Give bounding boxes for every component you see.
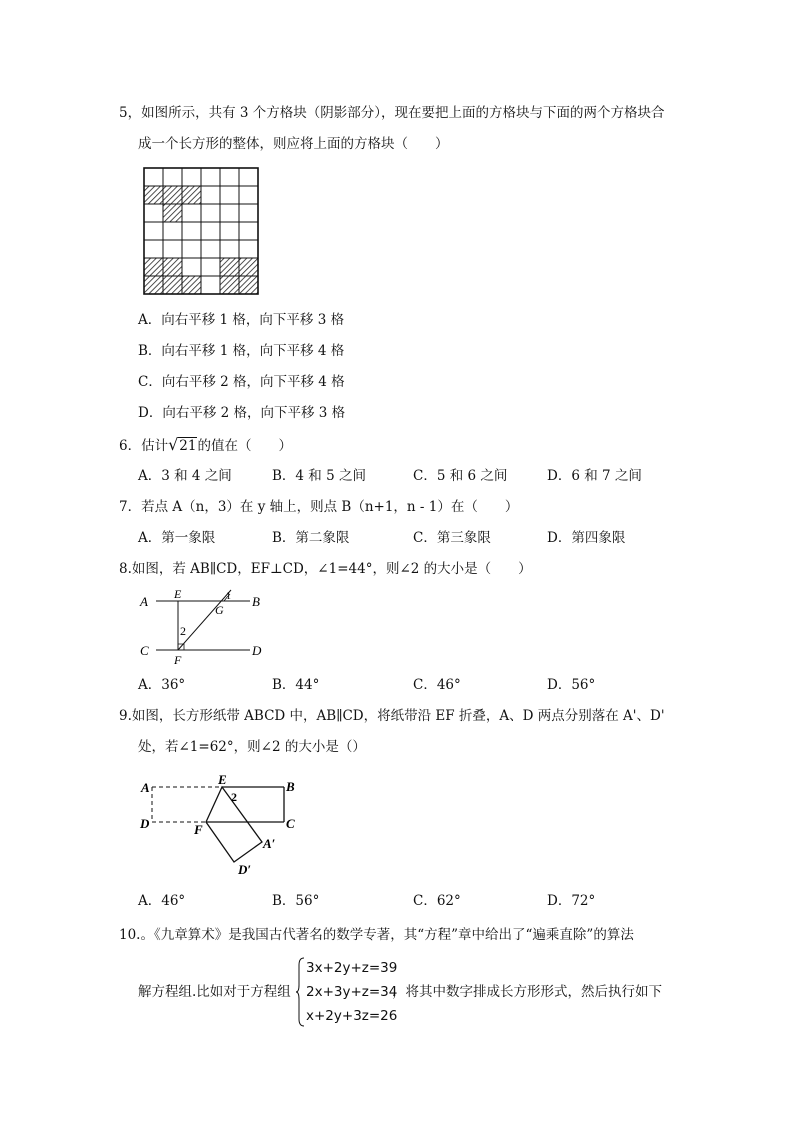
q7-option-d[interactable]: D．第四象限 xyxy=(547,530,626,546)
q9-label-f: F xyxy=(194,822,203,837)
q8-option-c[interactable]: C．46° xyxy=(413,677,461,693)
q9-line2: 处，若∠1=62°，则∠2 的大小是（） xyxy=(138,739,366,755)
q5-line2: 成一个长方形的整体，则应将上面的方格块（ ） xyxy=(138,136,449,152)
q6-stem xyxy=(119,436,292,455)
q9-option-c[interactable]: C．62° xyxy=(413,893,461,909)
q6-suffix: 的值在（ ） xyxy=(197,438,292,454)
q5-line1: 5，如图所示，共有 3 个方格块（阴影部分），现在要把上面的方格块与下面的两个方格块合 xyxy=(119,105,665,121)
equation-1: 3x+2y+z=39 xyxy=(306,960,398,976)
q9-label-2: 2 xyxy=(231,790,237,804)
equation-2: 2x+3y+z=34 xyxy=(306,984,398,1000)
q8-label-e: E xyxy=(174,587,182,601)
q9-line1: 9.如图，长方形纸带 ABCD 中，AB∥CD，将纸带沿 EF 折叠，A、D 两点分别落在 A'、D' xyxy=(119,708,665,724)
q5-option-b[interactable]: B．向右平移 1 格，向下平移 4 格 xyxy=(138,343,345,359)
q8-stem: 8.如图，若 AB∥CD，EF⊥CD，∠1=44°，则∠2 的大小是（ ） xyxy=(119,561,532,577)
q8-label-a: A xyxy=(140,594,148,609)
shaded-cell xyxy=(144,186,163,204)
q7-option-b[interactable]: B．第二象限 xyxy=(272,530,350,546)
q5-grid-figure xyxy=(144,168,258,294)
q9-label-d: D xyxy=(140,816,150,831)
shaded-cell xyxy=(163,258,182,276)
system-brace xyxy=(296,957,306,1027)
shaded-cell xyxy=(163,276,182,294)
q10-line1: 10.。《九章算术》是我国古代著名的数学专著，其“方程”章中给出了“遍乘直除”的算法 xyxy=(119,927,634,943)
q6-option-a[interactable]: A．3 和 4 之间 xyxy=(138,468,232,484)
q6-option-c[interactable]: C．5 和 6 之间 xyxy=(413,468,508,484)
q6-option-b[interactable]: B．4 和 5 之间 xyxy=(272,468,366,484)
shaded-cell xyxy=(163,186,182,204)
q8-option-a[interactable]: A．36° xyxy=(138,677,186,693)
q8-label-d: D xyxy=(252,643,262,658)
shaded-cell xyxy=(220,258,239,276)
shaded-cell xyxy=(144,258,163,276)
q9-option-a[interactable]: A．46° xyxy=(138,893,186,909)
q8-option-d[interactable]: D．56° xyxy=(547,677,596,693)
shaded-cell xyxy=(163,204,182,222)
equation-3: x+2y+3z=26 xyxy=(306,1008,398,1024)
q9-label-b: B xyxy=(286,779,295,794)
equation-system xyxy=(306,956,397,1028)
q5-option-d[interactable]: D．向右平移 2 格，向下平移 3 格 xyxy=(138,405,346,421)
q7-option-c[interactable]: C．第三象限 xyxy=(413,530,491,546)
q10-tail: ，将其中数字排成长方形形式，然后执行如下 xyxy=(392,984,662,1000)
shaded-cell xyxy=(239,258,258,276)
q8-label-f: F xyxy=(174,653,182,667)
shaded-cell xyxy=(239,276,258,294)
shaded-cell xyxy=(182,276,201,294)
q9-figure xyxy=(138,772,313,882)
q8-label-b: B xyxy=(252,594,260,609)
q9-option-d[interactable]: D．72° xyxy=(547,893,596,909)
q9-label-d-prime: D′ xyxy=(238,862,252,877)
q8-label-1: 1 xyxy=(226,591,231,602)
q9-label-e: E xyxy=(218,772,227,787)
q5-option-a[interactable]: A．向右平移 1 格，向下平移 3 格 xyxy=(138,312,345,328)
q9-option-b[interactable]: B．56° xyxy=(272,893,320,909)
q9-label-a-prime: A′ xyxy=(263,836,276,851)
q8-option-b[interactable]: B．44° xyxy=(272,677,320,693)
q8-label-g: G xyxy=(215,603,224,617)
q7-stem: 7．若点 A（n，3）在 y 轴上，则点 B（n+1，n - 1）在（ ） xyxy=(119,499,519,515)
shaded-cell xyxy=(182,186,201,204)
shaded-cell xyxy=(220,276,239,294)
sqrt-symbol: √21 xyxy=(168,435,197,454)
q8-label-c: C xyxy=(140,643,149,658)
q6-option-d[interactable]: D．6 和 7 之间 xyxy=(547,468,642,484)
shaded-cell xyxy=(144,276,163,294)
q5-option-c[interactable]: C．向右平移 2 格，向下平移 4 格 xyxy=(138,374,345,390)
q9-label-c: C xyxy=(286,816,295,831)
q7-option-a[interactable]: A．第一象限 xyxy=(138,530,216,546)
q8-figure xyxy=(138,588,278,668)
q6-radicand: 21 xyxy=(179,438,197,454)
q6-prefix: 6．估计 xyxy=(119,438,169,454)
q9-label-a: A xyxy=(141,780,150,795)
q8-label-2: 2 xyxy=(180,624,186,638)
q10-lead: 解方程组.比如对于方程组 xyxy=(138,984,291,1000)
